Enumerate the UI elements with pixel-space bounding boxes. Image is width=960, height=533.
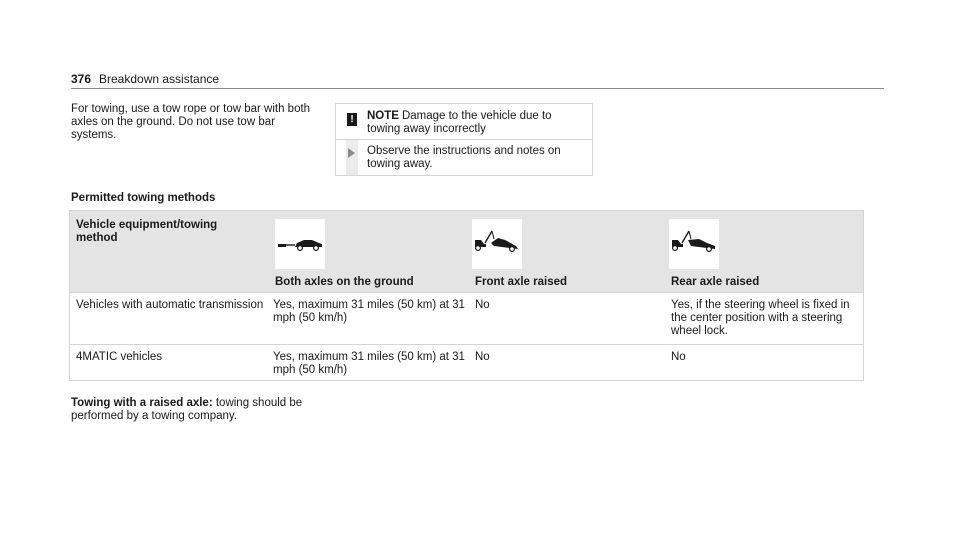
page-number: 376 [71, 72, 92, 86]
row-vehicle: 4MATIC vehicles [76, 351, 163, 363]
column-header-both-axles: Both axles on the ground [275, 276, 414, 288]
note-box [335, 103, 593, 176]
row-front-raised: No [475, 299, 490, 311]
row-both-axles: Yes, maximum 31 miles (50 km) at 31 mph (50 km/h) [273, 299, 465, 324]
rear-axle-raised-icon [669, 219, 719, 269]
note-header [336, 104, 592, 140]
row-vehicle: Vehicles with automatic transmission [76, 299, 264, 311]
front-axle-raised-icon [472, 219, 522, 269]
table-row [70, 344, 863, 380]
note-text [367, 110, 587, 136]
table-row [70, 292, 863, 344]
exclamation-icon: ! [347, 113, 357, 126]
closing-text: towing should be performed by a towing company. [71, 397, 303, 422]
methods-heading: Permitted towing methods [71, 192, 216, 204]
tow-bar-both-axles-icon [275, 219, 325, 269]
table-header-label: Vehicle equipment/towing method [76, 219, 218, 244]
note-label: NOTE [367, 110, 399, 122]
closing-paragraph [71, 397, 321, 423]
note-step-text: Observe the instructions and notes on towing away. [367, 145, 561, 170]
section-title: Breakdown assistance [99, 72, 220, 86]
row-front-raised: No [475, 351, 490, 363]
column-header-rear-raised: Rear axle raised [671, 276, 760, 288]
page-header [71, 73, 884, 89]
row-rear-raised: No [671, 351, 686, 363]
triangle-arrow-icon [348, 148, 355, 158]
towing-methods-table [69, 210, 864, 381]
note-step [336, 140, 592, 175]
closing-label: Towing with a raised axle: [71, 397, 213, 409]
table-header [70, 211, 863, 292]
step-marker [346, 140, 358, 175]
row-both-axles: Yes, maximum 31 miles (50 km) at 31 mph (50 km/h) [273, 351, 465, 376]
note-title: Damage to the vehicle due to towing away incorrectly [367, 110, 552, 135]
column-header-front-raised: Front axle raised [475, 276, 568, 288]
intro-paragraph: For towing, use a tow rope or tow bar with both axles on the ground. Do not use tow bar systems. [71, 103, 311, 141]
row-rear-raised: Yes, if the steering wheel is fixed in the center position with a steering wheel lock. [671, 299, 850, 337]
